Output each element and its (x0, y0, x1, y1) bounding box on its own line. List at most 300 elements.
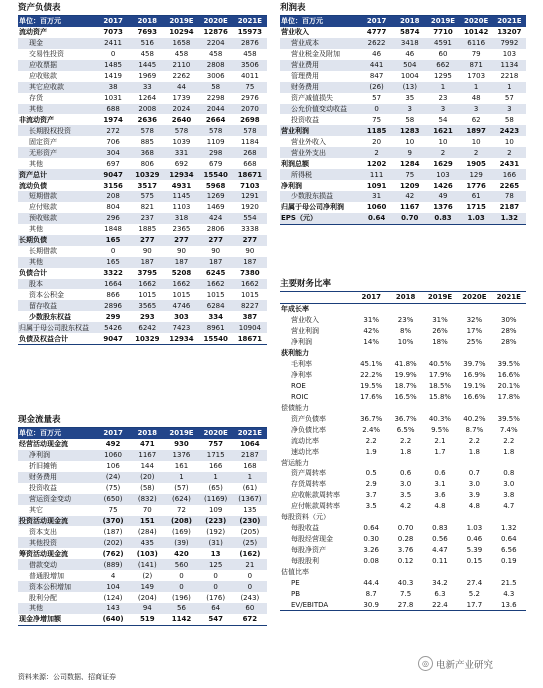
cell-value: 1015 (206, 290, 225, 299)
cell-value: 7073 (103, 28, 123, 37)
row-label: 单位：百万元 (18, 428, 96, 439)
row-label: 流动负债 (19, 181, 47, 190)
cell-value: 1.8 (468, 447, 480, 456)
cell-value: 1031 (104, 94, 122, 103)
cell-value: 149 (130, 581, 164, 592)
cell-value: 1469 (206, 203, 225, 212)
cell-value: 458 (243, 50, 257, 59)
cell-value: 0.8 (503, 469, 515, 478)
cell-value: 40.5% (428, 360, 452, 369)
cell-value: 1703 (467, 72, 486, 81)
cell-value: 44 (164, 82, 198, 93)
cell-value: 0.15 (466, 556, 483, 565)
table-row (18, 603, 267, 614)
cell-value: 36.7% (394, 414, 417, 423)
balance-sheet-section (18, 2, 267, 345)
key-ratios-section (280, 278, 526, 611)
cell-value: 2.1 (434, 436, 446, 445)
cell-value: 2806 (206, 225, 225, 234)
cell-value: 3418 (393, 38, 426, 49)
cell-value: 2 (460, 147, 493, 158)
cell-value: 1621 (426, 125, 459, 136)
row-label: 毛利率 (291, 360, 312, 369)
row-label: 管理费用 (291, 72, 319, 81)
cell-value: 40.3% (428, 414, 452, 423)
row-label: 每股资料（元） (281, 513, 330, 522)
cell-value: 39.5% (497, 414, 520, 423)
cell-value: 8% (400, 327, 412, 336)
cell-value: (2) (142, 571, 153, 580)
cell-value: 668 (243, 159, 257, 168)
table-row (280, 27, 526, 38)
cell-value: 31% (363, 316, 379, 325)
section-title: 主要财务比率 (280, 278, 526, 292)
cell-value: 166 (493, 169, 526, 180)
cell-value: 17.6% (360, 392, 383, 401)
cell-value: 519 (130, 614, 164, 625)
watermark-text: 电新产业研究 (436, 659, 494, 671)
row-label: 营业收入 (281, 28, 309, 37)
cell-value: 15540 (199, 169, 233, 180)
row-label: 借款变动 (18, 559, 96, 570)
cell-value (457, 457, 491, 468)
cell-value: 75 (393, 169, 426, 180)
cell-value: 1485 (96, 60, 130, 71)
cell-value: 90 (245, 247, 255, 256)
cell-value: 1184 (240, 137, 259, 146)
cell-value: 578 (164, 125, 198, 136)
row-label: 资本公积金 (29, 290, 64, 299)
cell-value: 8.7% (465, 425, 484, 434)
cell-value: 298 (199, 147, 233, 158)
income-statement-table (280, 16, 526, 225)
cell-value: 15.8% (428, 392, 452, 401)
row-label: 长期负债 (18, 235, 96, 246)
cell-value: 0 (233, 581, 267, 592)
cell-value: 187 (164, 257, 198, 268)
cell-value: 26% (432, 327, 448, 336)
cell-value (354, 457, 388, 468)
cell-value: 2.9 (365, 480, 377, 489)
cell-value: 435 (130, 537, 164, 548)
cell-value (388, 402, 422, 413)
row-label: 资本公积增加 (18, 581, 96, 592)
table-row (280, 180, 526, 191)
cell-value: 2018 (393, 16, 426, 27)
row-label: 其他 (29, 159, 43, 168)
cell-value: (13) (393, 82, 426, 93)
row-label: 营运能力 (281, 458, 309, 467)
cell-value: 1658 (164, 38, 198, 49)
cell-value: 277 (199, 235, 233, 246)
cell-value: 7992 (493, 38, 526, 49)
row-label (280, 292, 354, 303)
cell-value: 111 (360, 169, 393, 180)
cell-value: 806 (140, 159, 154, 168)
cell-value: 3.5 (400, 491, 412, 500)
cell-value: 0 (360, 104, 393, 115)
cell-value (388, 512, 422, 523)
table-row (18, 322, 267, 333)
cell-value: 28% (501, 338, 517, 347)
cell-value: 697 (106, 159, 120, 168)
row-label: 投资活动现金流 (18, 516, 96, 527)
cell-value: (624) (164, 494, 198, 505)
cell-value: 2640 (171, 115, 192, 124)
cell-value: 2204 (199, 38, 233, 49)
table-row (280, 402, 526, 413)
cell-value: 10329 (130, 333, 164, 344)
cell-value: 7.4% (499, 425, 518, 434)
table-row (280, 512, 526, 523)
cell-value: 161 (174, 462, 189, 471)
row-label: 应收账款 (29, 72, 57, 81)
cell-value: 2070 (233, 104, 267, 115)
cell-value: 1015 (240, 290, 259, 299)
cell-value: 3 (393, 104, 426, 115)
cell-value: 8961 (199, 322, 233, 333)
cell-value: 2019E (164, 16, 198, 27)
row-label: 经营活动现金流 (19, 440, 68, 449)
table-row (18, 592, 267, 603)
cell-value: 3795 (137, 269, 158, 278)
cell-value: 17.7 (457, 599, 491, 610)
row-label: 营业利润 (280, 125, 360, 136)
cell-value: 2019E (426, 16, 459, 27)
cell-value: 17.8% (497, 392, 520, 401)
cell-value: 885 (140, 137, 154, 146)
cell-value: 104 (96, 581, 130, 592)
row-label: ROIC (291, 392, 309, 401)
cell-value: 6284 (199, 300, 233, 311)
cell-value: 458 (174, 50, 189, 59)
cell-value: 57 (372, 94, 382, 103)
row-label: 折旧摊销 (29, 462, 57, 471)
cell-value: 1.8 (400, 447, 412, 456)
row-label: 净利率 (291, 371, 312, 380)
cell-value: 672 (233, 614, 267, 625)
table-row (280, 337, 526, 348)
cell-value: 578 (130, 125, 164, 136)
cell-value: 272 (96, 125, 130, 136)
cell-value: 0.64 (360, 213, 393, 224)
cell-value: 34.2 (432, 578, 448, 587)
cell-value: 75 (372, 115, 382, 124)
cell-value: 0.7 (468, 469, 480, 478)
cell-value: 2020E (199, 16, 233, 27)
cell-value (457, 348, 491, 359)
table-row (280, 523, 526, 534)
cell-value: 129 (460, 169, 493, 180)
wechat-icon: ◎ (418, 656, 433, 671)
row-label: 营业外支出 (280, 147, 360, 158)
cell-value: 2423 (493, 125, 526, 136)
row-label: 其它 (29, 506, 43, 515)
cell-value: 13207 (497, 28, 522, 37)
key-ratios-table (280, 292, 526, 611)
table-row (280, 599, 526, 610)
cell-value: 3.8 (503, 491, 515, 500)
cell-value: 144 (140, 462, 154, 471)
cell-value: 6.3 (434, 589, 446, 598)
row-label: 其他 (18, 104, 96, 115)
cell-value: (223) (199, 516, 233, 527)
cell-value: 1715 (466, 203, 486, 212)
cell-value: 2017 (96, 428, 130, 439)
cell-value: 5208 (171, 269, 192, 278)
table-row (18, 559, 267, 570)
cell-value: 293 (139, 312, 155, 321)
cell-value: 1 (199, 472, 233, 483)
row-label: 单位：百万元 (280, 16, 360, 27)
table-row (280, 136, 526, 147)
cell-value: 187 (130, 257, 164, 268)
table-row (18, 224, 267, 235)
cell-value: 458 (140, 50, 154, 59)
row-label: 流动比率 (291, 436, 319, 445)
row-label: 应付帐款周转率 (291, 502, 340, 511)
cell-value: 17% (466, 327, 483, 336)
cell-value: 1.8 (503, 447, 515, 456)
cell-value: 706 (106, 137, 120, 146)
row-label: PB (291, 589, 301, 598)
cell-value: 187 (199, 257, 233, 268)
cell-value: 33 (130, 82, 164, 93)
cell-value: 1776 (466, 181, 486, 190)
row-label: 普通股增加 (29, 571, 64, 580)
row-label: 营业外收入 (291, 137, 326, 146)
table-row (18, 93, 267, 104)
cell-value: 387 (242, 312, 258, 321)
cell-value: 1897 (460, 125, 493, 136)
cell-value: 10142 (463, 28, 489, 37)
table-row (18, 104, 267, 115)
table-row (18, 570, 267, 581)
cell-value: 2876 (233, 38, 267, 49)
cell-value: 18671 (233, 169, 267, 180)
cell-value: 2636 (137, 115, 158, 124)
row-label: 股利分配 (29, 593, 57, 602)
cell-value: 1885 (138, 225, 157, 234)
cell-value: 12876 (203, 28, 228, 37)
cell-value: 237 (130, 213, 164, 224)
cell-value: 1202 (366, 159, 387, 168)
cell-value: 1662 (130, 279, 164, 290)
source-note: 资料来源：公司数据、招商证券 (18, 673, 116, 681)
row-label: 股本 (18, 279, 96, 290)
cell-value: 303 (174, 312, 189, 321)
cell-value (354, 402, 388, 413)
cell-value: 2262 (172, 72, 191, 81)
cell-value: 18.7% (394, 381, 417, 390)
cell-value: 17.9% (428, 371, 452, 380)
cell-value: 1064 (240, 440, 260, 449)
cell-value: 2411 (96, 38, 130, 49)
cell-value: (75) (105, 484, 121, 493)
cell-value: (204) (137, 593, 157, 602)
cell-value: (65) (208, 484, 223, 493)
cell-value: 804 (106, 203, 120, 212)
table-row (18, 268, 267, 279)
cell-value: 2365 (172, 225, 191, 234)
cell-value: 3.0 (503, 480, 515, 489)
cell-value: 72 (177, 506, 186, 515)
cell-value (354, 512, 388, 523)
row-label: 应付账款 (29, 203, 57, 212)
table-row (18, 614, 267, 625)
cell-value: 504 (393, 60, 426, 71)
cell-value: 165 (96, 257, 130, 268)
cell-value: 9 (393, 147, 426, 158)
cell-value: 2896 (96, 300, 130, 311)
table-header-row (18, 16, 267, 27)
table-row (280, 359, 526, 370)
cell-value: 3 (493, 104, 526, 115)
cell-value: 27.8 (388, 599, 422, 610)
cell-value: 4011 (240, 72, 259, 81)
cell-value: 7.5 (400, 589, 412, 598)
cell-value: 0.5 (365, 469, 377, 478)
cell-value: 1167 (130, 450, 164, 461)
row-label: 交易性投资 (29, 50, 64, 59)
table-row (18, 169, 267, 180)
cell-value: 23 (438, 94, 448, 103)
table-row (280, 479, 526, 490)
cell-value: 4746 (164, 300, 198, 311)
cell-value: 10 (438, 137, 448, 146)
cell-value: 16.6% (463, 392, 486, 401)
cell-value: 49 (426, 191, 459, 202)
cell-value: 662 (426, 60, 459, 71)
cell-value: (889) (96, 559, 130, 570)
cell-value: 3.0 (400, 480, 412, 489)
table-row (280, 71, 526, 82)
cell-value: 79 (471, 50, 481, 59)
row-label: ROE (291, 381, 306, 390)
table-row (18, 333, 267, 344)
cell-value: 0 (164, 581, 198, 592)
cell-value (423, 303, 457, 314)
cell-value: 2017 (354, 292, 388, 303)
cell-value: 1662 (199, 279, 233, 290)
cell-value: 1185 (360, 125, 393, 136)
cell-value: 757 (208, 440, 223, 449)
cell-value: 16.9% (463, 371, 486, 380)
cell-value: 1974 (103, 115, 123, 124)
cell-value (492, 402, 526, 413)
cell-value: 3.76 (397, 546, 414, 555)
cell-value: 60 (233, 603, 267, 614)
row-label: 投资收益 (29, 484, 57, 493)
table-row (280, 577, 526, 588)
row-label: 每股净资产 (291, 546, 326, 555)
cell-value: (284) (137, 527, 157, 536)
income-statement-section (280, 2, 526, 225)
table-header-row (18, 428, 267, 439)
cell-value: 22.2% (360, 371, 383, 380)
cell-value: 90 (211, 247, 221, 256)
cell-value (457, 566, 491, 577)
cell-value: (187) (103, 527, 123, 536)
cell-value: 1715 (199, 450, 233, 461)
cell-value: 61 (460, 191, 493, 202)
table-row (18, 180, 267, 191)
row-label: 估值比率 (281, 567, 309, 576)
cell-value: 2187 (233, 450, 267, 461)
cell-value: (243) (240, 593, 260, 602)
cell-value: 151 (130, 516, 164, 527)
cell-value (388, 457, 422, 468)
cell-value: 0.6 (434, 469, 446, 478)
cell-value: 1739 (172, 94, 191, 103)
cell-value: 458 (208, 50, 223, 59)
cell-value: 0.70 (397, 524, 414, 533)
table-row (18, 461, 267, 472)
cell-value: 2021E (493, 16, 526, 27)
cell-value: 41.8% (394, 360, 417, 369)
balance-sheet-table (18, 16, 267, 345)
cell-value: 2017 (96, 16, 130, 27)
row-label: 其他 (18, 603, 96, 614)
cell-value: 143 (96, 603, 130, 614)
cell-value: 1419 (104, 72, 122, 81)
cell-value: 331 (164, 147, 198, 158)
cell-value: 304 (96, 147, 130, 158)
row-label: 公允价值变动收益 (280, 104, 360, 115)
cell-value: 871 (460, 60, 493, 71)
cell-value: (58) (140, 484, 155, 493)
table-row (18, 136, 267, 147)
cell-value: 679 (208, 159, 223, 168)
cell-value: 9.5% (431, 425, 449, 434)
cell-value: 4.7 (503, 502, 515, 511)
cell-value: 4 (110, 571, 116, 580)
cell-value: 2.2 (365, 436, 377, 445)
row-label: 存货周转率 (291, 480, 326, 489)
cell-value: (169) (172, 527, 191, 536)
table-row (280, 303, 526, 314)
row-label: EPS（元） (280, 213, 360, 224)
cell-value: 16.6% (497, 371, 520, 380)
cell-value: 0.30 (363, 535, 379, 544)
cell-value: 1060 (96, 450, 130, 461)
cell-value: 0.64 (363, 524, 379, 533)
cell-value: 90 (177, 247, 186, 256)
cash-flow-table (18, 428, 267, 626)
cell-value: 2218 (500, 72, 519, 81)
cell-value: 2808 (199, 60, 233, 71)
cell-value: 3 (426, 104, 459, 115)
cell-value: 4777 (366, 28, 387, 37)
table-row (18, 581, 267, 592)
cell-value: 2018 (388, 292, 422, 303)
cell-value: 277 (233, 235, 267, 246)
cell-value: 4931 (171, 181, 192, 190)
cell-value: 2110 (164, 60, 198, 71)
table-row (280, 370, 526, 381)
row-label: 资产周转率 (291, 469, 326, 478)
row-label: 负债合计 (19, 269, 47, 278)
cell-value: 2019E (164, 428, 198, 439)
table-row (280, 93, 526, 104)
row-label: 资产负债率 (291, 414, 326, 423)
cell-value: 2021E (492, 292, 526, 303)
cell-value (354, 348, 388, 359)
table-row (280, 457, 526, 468)
cell-value: 1103 (172, 203, 191, 212)
cell-value: 12934 (164, 169, 198, 180)
table-row (280, 158, 526, 169)
